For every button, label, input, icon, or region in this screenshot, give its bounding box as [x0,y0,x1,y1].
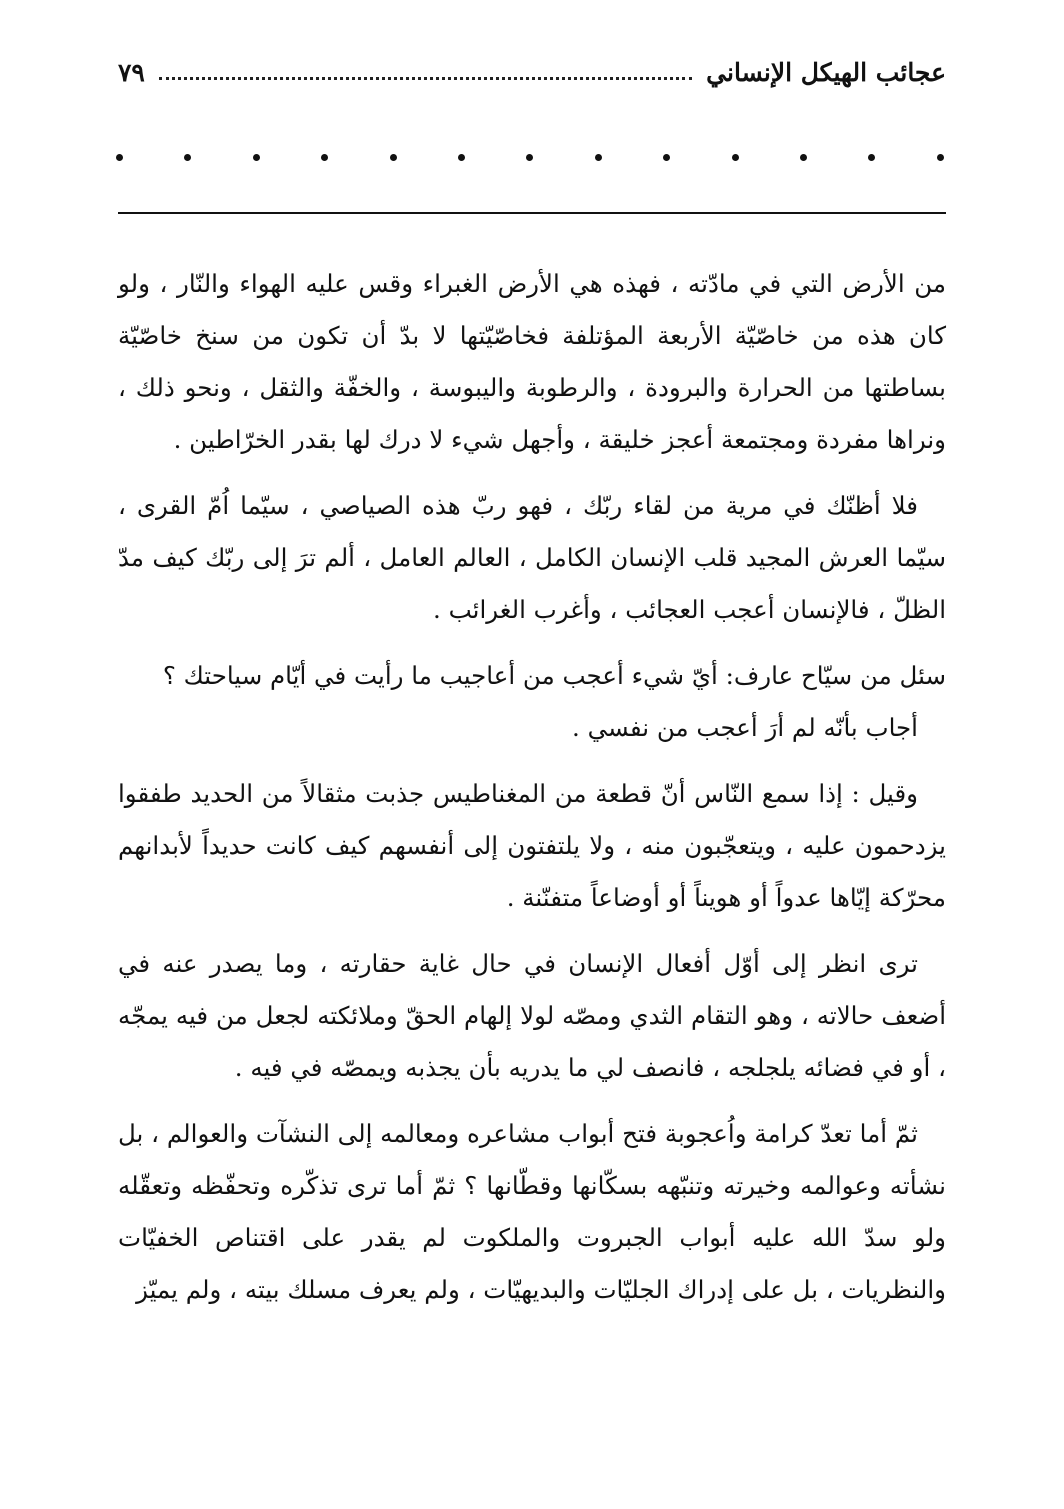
paragraph: ثمّ أما تعدّ كرامة واُعجوبة فتح أبواب مشاعره ومعالمه إلى النشآت والعوالم ، بل نشأته وعوالمه وخيرته وتنبّهه بسكّانها وقطّانها ؟ ثمّ أما ترى تذكّره وتحفّظه وتعقّله ولو سدّ الله عليه أبواب الجبروت والملكوت لم يقدر على اقتناص الخفيّات والنظريات ، بل على إدراك الجليّات والبديهيّات ، ولم يعرف مسلك بيته ، ولم يميّز [118,1119,946,1304]
header-dot-leader [159,77,692,80]
ornament-dot [321,154,328,161]
paragraph: ترى انظر إلى أوّل أفعال الإنسان في حال غاية حقارته ، وما يصدر عنه في أضعف حالاته ، وهو التقام الثدي ومصّه لولا إلهام الحقّ وملائكته لجعل من فيه يمجّه ، أو في فضائه يلجلجه ، فانصف لي ما يدريه بأن يجذبه ويمصّه في فيه . [118,949,946,1082]
page-number: ٧٩ [118,57,145,87]
question-answer-block [118,650,946,754]
paragraph: فلا أظنّك في مرية من لقاء ربّك ، فهو ربّ هذه الصياصي ، سيّما اُمّ القرى ، سيّما العرش المجيد قلب الإنسان الكامل ، العالم العامل ، ألم ترَ إلى ربّك كيف مدّ الظلّ ، فالإنسان أعجب العجائب ، وأغرب الغرائب . [118,491,946,624]
answer-line: أجاب بأنّه لم أرَ أعجب من نفسي . [572,713,918,742]
ornament-dot [800,154,807,161]
paragraph: وقيل : إذا سمع النّاس أنّ قطعة من المغناطيس جذبت مثقالاً من الحديد طفقوا يزدحمون عليه ، ويتعجّبون منه ، ولا يلتفتون إلى أنفسهم كيف كانت حديداً لأبدانهم محرّكة إيّاها عدواً أو هويناً أو أوضاعاً متفنّنة . [118,779,946,912]
question-line: سئل من سيّاح عارف: أيّ شيء أعجب من أعاجيب ما رأيت في أيّام سياحتك ؟ [162,661,946,690]
ornament-dot [390,154,397,161]
paragraph: من الأرض التي في مادّته ، فهذه هي الأرض الغبراء وقس عليه الهواء والنّار ، ولو كان هذه من خاصّيّة الأربعة المؤتلفة فخاصّيّتها لا بدّ أن تكون من سنخ خاصّيّة بساطتها من الحرارة والبرودة ، والرطوبة واليبوسة ، والخفّة والثقل ، ونحو ذلك ، ونراها مفردة ومجتمعة أعجز خليقة ، وأجهل شيء لا درك لها بقدر الخرّاطين . [118,269,946,454]
body-text [118,258,946,1330]
ornament-dot [732,154,739,161]
ornament-dot [458,154,465,161]
section-divider-rule [118,212,946,214]
ornament-dot [526,154,533,161]
header-title: عجائب الهيكل الإنساني [706,57,946,87]
ornament-dot [184,154,191,161]
running-header [118,52,946,92]
ornament-dot [937,154,944,161]
ornamental-dot-row [116,150,944,164]
ornament-dot [595,154,602,161]
ornament-dot [663,154,670,161]
ornament-dot [868,154,875,161]
ornament-dot [116,154,123,161]
ornament-dot [253,154,260,161]
